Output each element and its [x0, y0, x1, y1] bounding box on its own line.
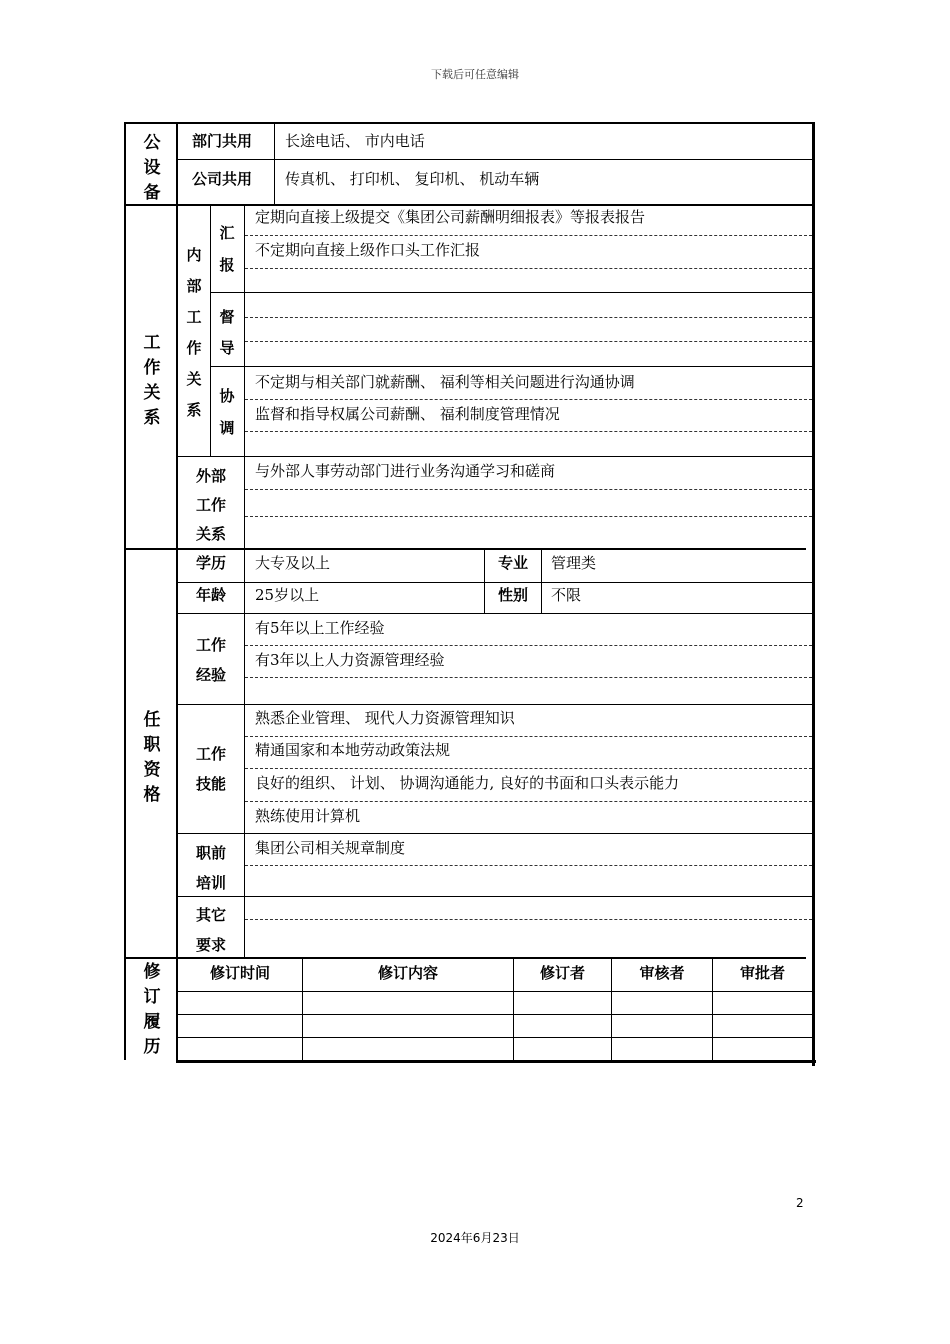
major-label: 专业 — [497, 554, 528, 572]
external-relations-label: 外部 工作 关系 — [195, 467, 226, 543]
experience-line-1: 有5年以上工作经验 — [255, 619, 385, 637]
internal-relations-label: 内 部 工 作 关 系 — [186, 246, 202, 419]
gender-value: 不限 — [551, 586, 582, 604]
col-revision-time: 修订时间 — [209, 964, 270, 982]
company-shared-label: 公司共用 — [192, 170, 253, 188]
major-value: 管理类 — [551, 554, 597, 572]
section-label-qualifications: 任 职 资 格 — [143, 710, 161, 805]
experience-line-2: 有3年以上人力资源管理经验 — [255, 651, 445, 669]
skills-line-1: 熟悉企业管理、 现代人力资源管理知识 — [255, 709, 515, 727]
section-label-revision: 修 订 履 历 — [143, 962, 161, 1057]
education-value: 大专及以上 — [255, 554, 331, 572]
skills-label: 工作 技能 — [195, 745, 226, 793]
training-line-1: 集团公司相关规章制度 — [255, 839, 406, 857]
page-number: 2 — [796, 1196, 804, 1210]
header-note: 下载后可任意编辑 — [431, 68, 519, 81]
age-label: 年龄 — [195, 586, 226, 604]
section-label-equipment: 公 设 备 — [143, 133, 161, 203]
report-label: 汇 报 — [219, 224, 235, 274]
dept-shared-label: 部门共用 — [192, 132, 253, 150]
report-line-2: 不定期向直接上级作口头工作汇报 — [255, 241, 481, 259]
col-checker: 审核者 — [639, 964, 685, 982]
experience-label: 工作 经验 — [195, 636, 226, 684]
skills-line-3: 良好的组织、 计划、 协调沟通能力, 良好的书面和口头表示能力 — [255, 774, 680, 792]
supervise-label: 督 导 — [219, 308, 235, 357]
gender-label: 性别 — [497, 586, 528, 604]
section-label-relations: 工 作 关 系 — [143, 333, 161, 428]
coordinate-label: 协 调 — [219, 387, 235, 437]
company-shared-value: 传真机、 打印机、 复印机、 机动车辆 — [285, 170, 540, 188]
coordinate-line-1: 不定期与相关部门就薪酬、 福利等相关问题进行沟通协调 — [255, 373, 635, 391]
dept-shared-value: 长途电话、 市内电话 — [285, 132, 425, 150]
other-requirements-label: 其它 要求 — [195, 906, 226, 954]
footer-date: 2024年6月23日 — [430, 1231, 520, 1245]
skills-line-4: 熟练使用计算机 — [255, 807, 361, 825]
col-approver: 审批者 — [739, 964, 785, 982]
education-label: 学历 — [195, 554, 226, 572]
skills-line-2: 精通国家和本地劳动政策法规 — [255, 741, 451, 759]
training-label: 职前 培训 — [195, 844, 226, 892]
coordinate-line-2: 监督和指导权属公司薪酬、 福利制度管理情况 — [255, 405, 560, 423]
external-line-1: 与外部人事劳动部门进行业务沟通学习和磋商 — [255, 462, 556, 480]
job-description-form — [124, 122, 814, 1060]
col-reviser: 修订者 — [539, 964, 585, 982]
col-revision-content: 修订内容 — [377, 964, 438, 982]
age-value: 25岁以上 — [255, 586, 320, 604]
report-line-1: 定期向直接上级提交《集团公司薪酬明细报表》等报表报告 — [255, 208, 646, 226]
